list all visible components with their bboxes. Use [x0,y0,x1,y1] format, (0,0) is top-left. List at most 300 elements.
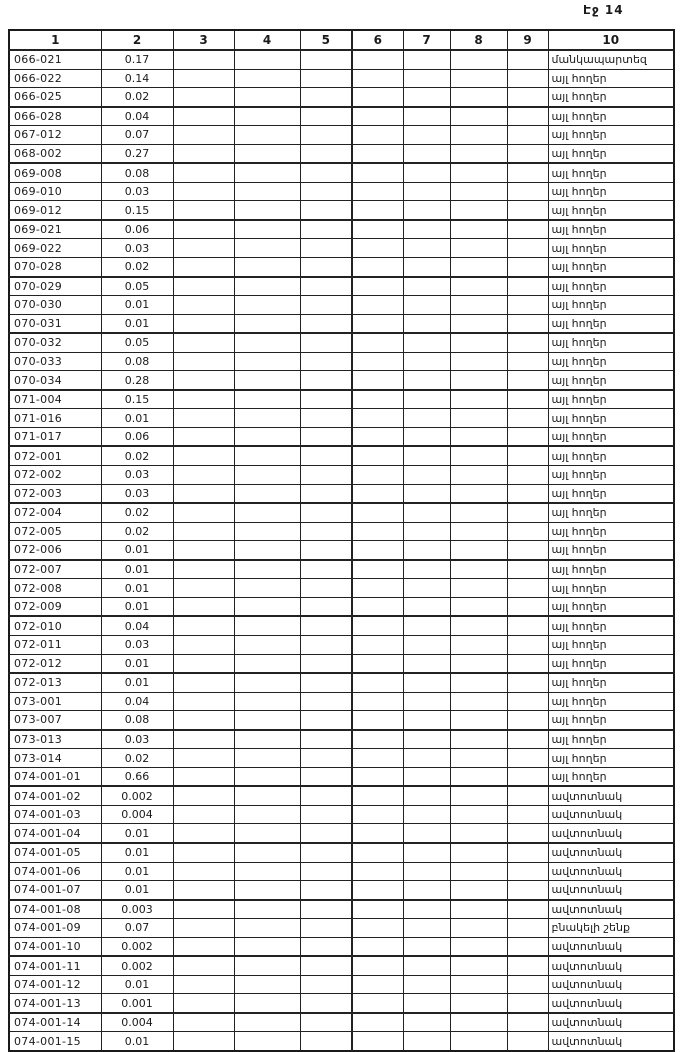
cell-empty [352,994,403,1013]
cell-empty [234,956,300,975]
cell-parcel-code: 074-001-15 [9,1032,101,1051]
cell-empty [173,466,234,485]
cell-land-use: այլ հողեր [548,88,674,107]
cell-empty [450,182,507,201]
cell-parcel-code: 072-007 [9,560,101,579]
cell-empty [352,654,403,673]
cell-area-value: 0.04 [101,692,173,711]
table-row [9,163,674,182]
cell-empty [450,409,507,428]
cell-empty [403,881,450,900]
cell-empty [352,277,403,296]
cell-empty [352,560,403,579]
table-row [9,466,674,485]
cell-parcel-code: 070-028 [9,258,101,277]
table-row [9,767,674,786]
cell-empty [352,427,403,446]
cell-area-value: 0.02 [101,522,173,541]
cell-parcel-code: 073-014 [9,749,101,768]
cell-empty [300,446,352,465]
cell-parcel-code: 072-002 [9,466,101,485]
cell-empty [352,522,403,541]
cell-parcel-code: 072-004 [9,503,101,522]
cell-empty [352,1032,403,1051]
cell-empty [300,673,352,692]
cell-land-use: այլ հողեր [548,484,674,503]
cell-land-use: այլ հողեր [548,201,674,220]
cell-parcel-code: 071-004 [9,390,101,409]
cell-empty [173,824,234,843]
cell-empty [450,1032,507,1051]
cell-area-value: 0.01 [101,597,173,616]
cell-empty [507,900,548,919]
cell-empty [403,541,450,560]
cell-empty [507,956,548,975]
cell-empty [300,182,352,201]
cell-area-value: 0.01 [101,296,173,315]
cell-land-use: այլ հողեր [548,144,674,163]
cell-area-value: 0.15 [101,201,173,220]
cell-empty [507,824,548,843]
cell-empty [403,767,450,786]
table-row [9,597,674,616]
cell-empty [234,220,300,239]
cell-area-value: 0.03 [101,239,173,258]
cell-parcel-code: 070-031 [9,314,101,333]
cell-empty [450,427,507,446]
cell-empty [234,522,300,541]
cell-empty [352,635,403,654]
table-row [9,201,674,220]
cell-empty [403,69,450,88]
cell-land-use: այլ հողեր [548,296,674,315]
cell-empty [403,220,450,239]
cell-empty [300,371,352,390]
cell-empty [450,220,507,239]
cell-area-value: 0.002 [101,937,173,956]
cell-empty [403,239,450,258]
cell-empty [403,597,450,616]
cell-empty [234,239,300,258]
cell-parcel-code: 070-032 [9,333,101,352]
cell-empty [450,900,507,919]
cell-land-use: այլ հողեր [548,126,674,145]
cell-empty [507,937,548,956]
table-row [9,900,674,919]
cell-area-value: 0.003 [101,900,173,919]
cell-empty [403,579,450,598]
cell-empty [352,692,403,711]
table-row [9,843,674,862]
column-header-1: 1 [9,30,101,50]
cell-empty [300,296,352,315]
cell-empty [450,937,507,956]
cell-empty [352,258,403,277]
cell-area-value: 0.01 [101,560,173,579]
cell-empty [352,50,403,69]
cell-empty [507,862,548,881]
cell-area-value: 0.01 [101,673,173,692]
cell-parcel-code: 074-001-13 [9,994,101,1013]
cell-parcel-code: 072-008 [9,579,101,598]
cell-land-use: այլ հողեր [548,654,674,673]
cell-empty [450,994,507,1013]
table-row [9,258,674,277]
table-row [9,503,674,522]
cell-parcel-code: 069-021 [9,220,101,239]
cell-empty [507,201,548,220]
cell-empty [507,503,548,522]
cell-empty [234,635,300,654]
cell-empty [300,277,352,296]
cell-land-use: այլ հողեր [548,182,674,201]
cell-empty [173,730,234,749]
cell-empty [403,749,450,768]
cell-parcel-code: 072-001 [9,446,101,465]
table-row [9,409,674,428]
cell-land-use: այլ հողեր [548,239,674,258]
cell-empty [450,50,507,69]
cell-empty [173,503,234,522]
cell-empty [173,427,234,446]
cell-empty [173,843,234,862]
table-row [9,522,674,541]
cell-empty [352,900,403,919]
cell-empty [300,201,352,220]
cell-empty [352,88,403,107]
table-row [9,427,674,446]
cell-parcel-code: 072-012 [9,654,101,673]
cell-empty [403,994,450,1013]
cell-empty [300,730,352,749]
cell-empty [403,314,450,333]
cell-empty [300,144,352,163]
column-header-8: 8 [450,30,507,50]
cell-empty [507,579,548,598]
cell-empty [234,560,300,579]
cell-empty [234,1013,300,1032]
cell-empty [173,749,234,768]
table-row [9,730,674,749]
cell-empty [234,69,300,88]
cell-empty [403,862,450,881]
cell-empty [173,126,234,145]
cell-empty [450,843,507,862]
cell-empty [300,843,352,862]
cell-empty [450,522,507,541]
cell-empty [173,1032,234,1051]
cell-empty [173,239,234,258]
cell-empty [234,258,300,277]
cell-empty [173,220,234,239]
cell-parcel-code: 070-033 [9,352,101,371]
cell-empty [450,749,507,768]
cell-empty [507,220,548,239]
cell-empty [300,956,352,975]
land-parcel-table [8,29,675,1052]
cell-empty [300,749,352,768]
cell-land-use: այլ հողեր [548,616,674,635]
cell-land-use: բնակելի շենք [548,919,674,938]
cell-empty [300,616,352,635]
table-row [9,673,674,692]
cell-empty [450,446,507,465]
table-row [9,824,674,843]
cell-empty [352,239,403,258]
cell-area-value: 0.004 [101,1013,173,1032]
cell-empty [300,409,352,428]
cell-empty [507,635,548,654]
cell-parcel-code: 066-025 [9,88,101,107]
cell-empty [352,786,403,805]
cell-empty [450,635,507,654]
cell-parcel-code: 073-013 [9,730,101,749]
cell-empty [403,1013,450,1032]
cell-empty [234,277,300,296]
table-row [9,616,674,635]
cell-empty [507,239,548,258]
cell-empty [403,711,450,730]
cell-area-value: 0.03 [101,484,173,503]
cell-empty [173,201,234,220]
table-row [9,919,674,938]
cell-empty [234,749,300,768]
cell-parcel-code: 073-007 [9,711,101,730]
cell-empty [173,692,234,711]
cell-empty [173,277,234,296]
cell-parcel-code: 072-010 [9,616,101,635]
cell-parcel-code: 074-001-02 [9,786,101,805]
cell-empty [234,126,300,145]
cell-empty [352,579,403,598]
cell-parcel-code: 074-001-01 [9,767,101,786]
cell-area-value: 0.01 [101,1032,173,1051]
cell-empty [450,597,507,616]
cell-empty [300,937,352,956]
cell-empty [352,390,403,409]
cell-empty [352,843,403,862]
cell-empty [173,144,234,163]
cell-parcel-code: 068-002 [9,144,101,163]
cell-land-use: այլ հողեր [548,69,674,88]
cell-empty [352,541,403,560]
cell-empty [450,862,507,881]
cell-empty [403,1032,450,1051]
table-row [9,749,674,768]
cell-area-value: 0.01 [101,862,173,881]
cell-empty [352,126,403,145]
cell-empty [403,843,450,862]
cell-area-value: 0.02 [101,88,173,107]
cell-empty [173,881,234,900]
cell-empty [352,484,403,503]
cell-empty [234,541,300,560]
cell-empty [403,730,450,749]
cell-empty [173,635,234,654]
cell-empty [352,767,403,786]
cell-empty [507,144,548,163]
cell-land-use: այլ հողեր [548,541,674,560]
table-row [9,1013,674,1032]
column-header-9: 9 [507,30,548,50]
cell-land-use: այլ հողեր [548,277,674,296]
cell-empty [300,126,352,145]
cell-empty [300,1013,352,1032]
cell-empty [234,484,300,503]
table-row [9,144,674,163]
cell-area-value: 0.02 [101,258,173,277]
cell-empty [173,163,234,182]
cell-empty [352,673,403,692]
cell-empty [352,749,403,768]
cell-empty [450,579,507,598]
cell-empty [450,673,507,692]
cell-empty [300,352,352,371]
cell-parcel-code: 071-016 [9,409,101,428]
cell-parcel-code: 069-008 [9,163,101,182]
cell-empty [173,352,234,371]
cell-empty [403,371,450,390]
cell-empty [450,296,507,315]
table-row [9,446,674,465]
cell-area-value: 0.01 [101,654,173,673]
cell-empty [234,1032,300,1051]
cell-empty [173,654,234,673]
cell-empty [300,597,352,616]
table-row [9,862,674,881]
cell-empty [234,390,300,409]
column-header-3: 3 [173,30,234,50]
cell-empty [507,126,548,145]
cell-empty [234,427,300,446]
cell-area-value: 0.03 [101,730,173,749]
cell-empty [352,314,403,333]
cell-empty [403,107,450,126]
cell-empty [234,371,300,390]
cell-empty [300,994,352,1013]
cell-empty [450,239,507,258]
cell-empty [507,692,548,711]
table-row [9,296,674,315]
cell-land-use: այլ հողեր [548,597,674,616]
cell-empty [234,163,300,182]
cell-empty [403,560,450,579]
column-header-4: 4 [234,30,300,50]
cell-empty [450,390,507,409]
cell-empty [352,201,403,220]
cell-empty [173,371,234,390]
cell-parcel-code: 074-001-05 [9,843,101,862]
table-row [9,956,674,975]
cell-empty [234,314,300,333]
cell-area-value: 0.05 [101,277,173,296]
cell-area-value: 0.02 [101,446,173,465]
cell-empty [450,767,507,786]
cell-empty [507,994,548,1013]
cell-empty [300,88,352,107]
cell-empty [173,296,234,315]
cell-area-value: 0.02 [101,503,173,522]
cell-empty [403,466,450,485]
cell-parcel-code: 072-011 [9,635,101,654]
cell-empty [403,937,450,956]
table-row [9,994,674,1013]
cell-empty [507,371,548,390]
cell-empty [450,107,507,126]
cell-empty [450,1013,507,1032]
cell-parcel-code: 074-001-11 [9,956,101,975]
cell-empty [234,862,300,881]
cell-empty [450,314,507,333]
cell-empty [507,616,548,635]
cell-parcel-code: 074-001-06 [9,862,101,881]
cell-empty [403,409,450,428]
cell-empty [450,919,507,938]
cell-land-use: ավտոտնակ [548,1032,674,1051]
cell-empty [507,749,548,768]
cell-empty [234,409,300,428]
cell-land-use: այլ հողեր [548,692,674,711]
cell-parcel-code: 074-001-12 [9,975,101,994]
cell-empty [234,843,300,862]
table-row [9,654,674,673]
table-row [9,126,674,145]
cell-area-value: 0.002 [101,956,173,975]
cell-empty [403,654,450,673]
cell-area-value: 0.002 [101,786,173,805]
cell-empty [450,786,507,805]
cell-empty [352,597,403,616]
cell-area-value: 0.04 [101,107,173,126]
cell-area-value: 0.03 [101,182,173,201]
cell-parcel-code: 074-001-10 [9,937,101,956]
cell-empty [507,843,548,862]
table-row [9,220,674,239]
table-row [9,69,674,88]
cell-parcel-code: 070-034 [9,371,101,390]
table-row [9,1032,674,1051]
cell-land-use: այլ հողեր [548,522,674,541]
cell-parcel-code: 072-009 [9,597,101,616]
cell-empty [300,560,352,579]
cell-empty [507,163,548,182]
cell-area-value: 0.03 [101,635,173,654]
cell-empty [450,352,507,371]
cell-parcel-code: 066-022 [9,69,101,88]
cell-empty [300,692,352,711]
table-row [9,975,674,994]
cell-empty [234,881,300,900]
cell-land-use: այլ հողեր [548,749,674,768]
table-header [9,30,674,50]
cell-empty [507,597,548,616]
table-row [9,390,674,409]
cell-land-use: այլ հողեր [548,371,674,390]
cell-empty [507,390,548,409]
cell-empty [173,673,234,692]
cell-empty [450,805,507,824]
cell-parcel-code: 069-012 [9,201,101,220]
cell-empty [403,88,450,107]
cell-empty [403,900,450,919]
cell-area-value: 0.04 [101,616,173,635]
cell-empty [352,107,403,126]
cell-land-use: այլ հողեր [548,730,674,749]
cell-area-value: 0.01 [101,843,173,862]
cell-empty [403,163,450,182]
cell-empty [173,956,234,975]
cell-empty [507,50,548,69]
